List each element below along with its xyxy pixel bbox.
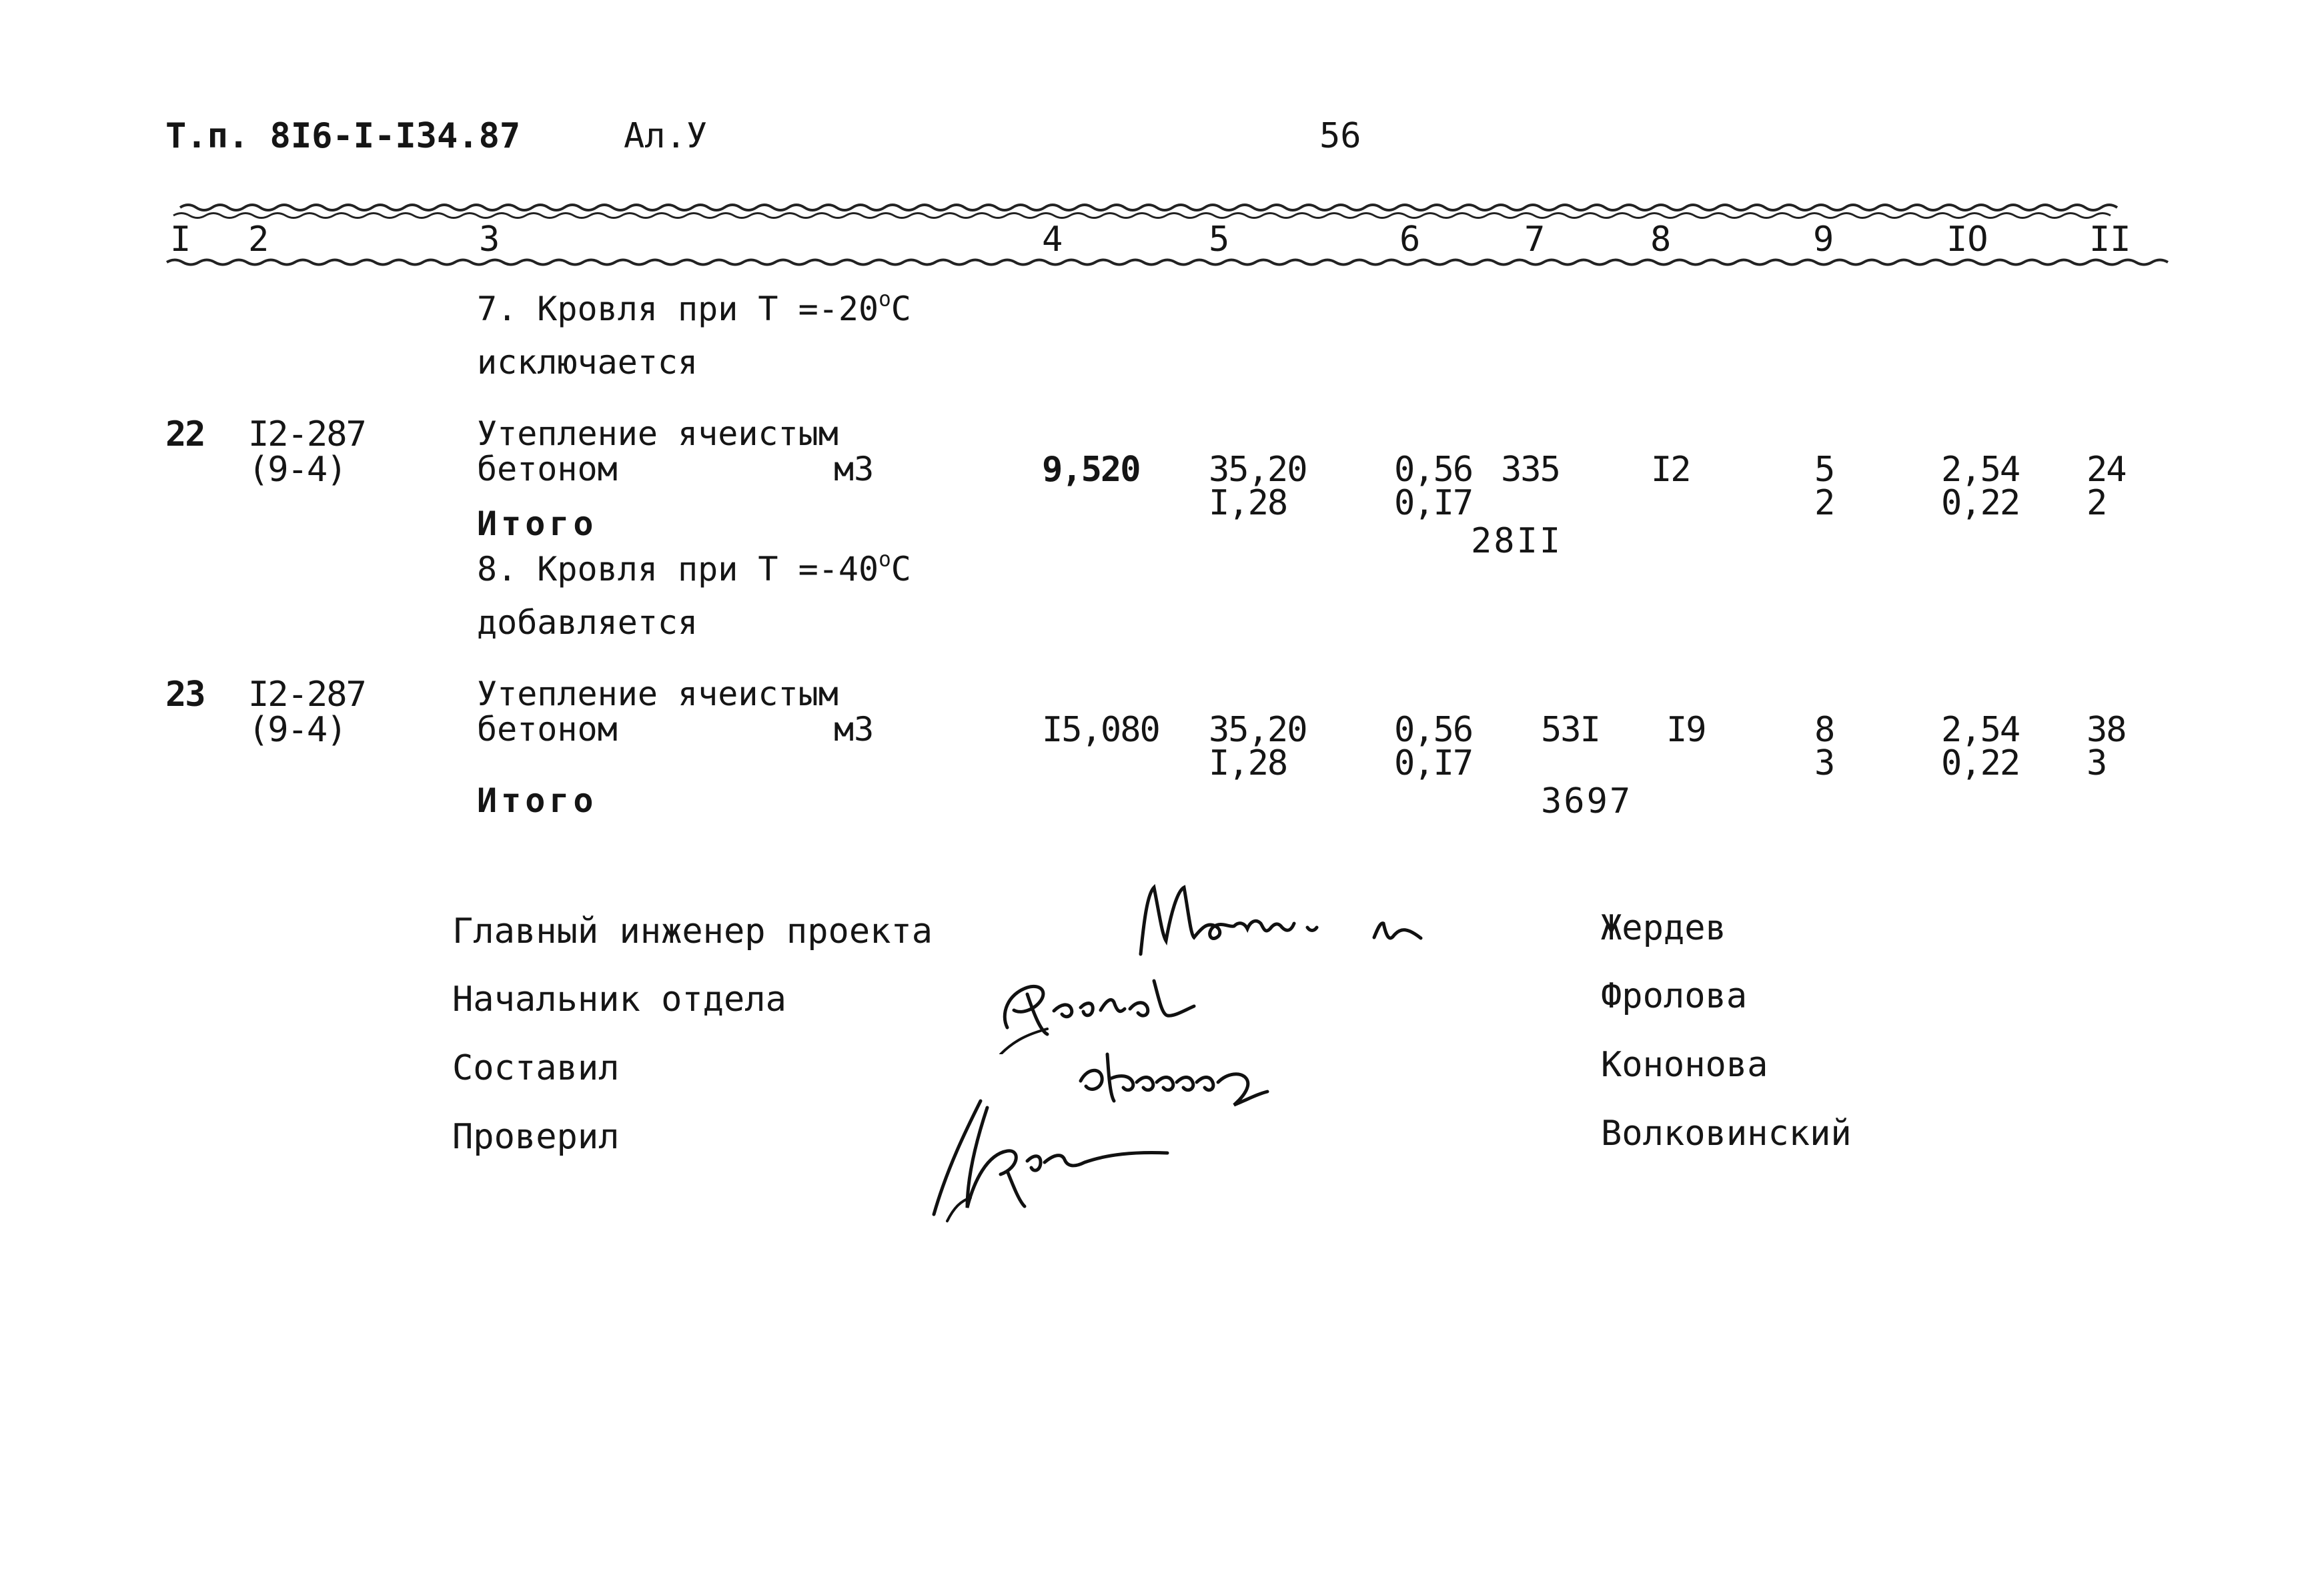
unit-cost-sub: I,28 (1209, 483, 1287, 523)
col10-value: 2,54 (1941, 450, 2020, 490)
section-7-note: исключается (477, 343, 698, 382)
unit: м3 (834, 710, 875, 749)
unit-cost: 35,20 (1209, 450, 1307, 490)
section-7-text: 7. Кровля при Т =-20 (477, 290, 879, 328)
col8-value: I2 (1651, 450, 1690, 490)
total-cost: 335 (1501, 450, 1560, 490)
name-zherdev: Жердев (1601, 908, 1726, 948)
role-compiled-by: Составил (452, 1048, 620, 1088)
column-number: 2 (248, 220, 269, 260)
section-8-title (477, 547, 911, 588)
temperature-unit: С (891, 290, 911, 328)
row-number: 22 (165, 414, 205, 454)
col8-value: I9 (1666, 710, 1706, 750)
name-frolova: Фролова (1601, 976, 1748, 1016)
work-description: Утепление ячеистым (477, 414, 838, 453)
col11-value: 38 (2087, 710, 2126, 750)
column-number: 6 (1399, 220, 1421, 260)
section-7-title (477, 287, 911, 328)
signature-frolova (987, 954, 1267, 1054)
name-kononova: Кононова (1601, 1045, 1768, 1085)
col6-value: 0,56 (1394, 450, 1473, 490)
signature-volkovinsky (907, 1088, 1221, 1234)
album-label: Ал.У (624, 116, 708, 156)
norm-code-sub: (9-4) (248, 450, 346, 490)
col9-value-sub: 3 (1814, 743, 1834, 783)
temperature-unit: С (891, 550, 911, 588)
col9-value-sub: 2 (1814, 483, 1834, 523)
column-number: II (2089, 220, 2131, 260)
column-number: 3 (479, 220, 500, 260)
total-value: 3697 (1541, 781, 1633, 821)
work-description-cont: бетоном (477, 710, 618, 749)
col10-value: 2,54 (1941, 710, 2020, 750)
degree-mark: о (879, 287, 891, 312)
column-number: I (170, 220, 191, 260)
col6-value-sub: 0,I7 (1394, 743, 1473, 783)
unit-cost: 35,20 (1209, 710, 1307, 750)
total-label: Итого (477, 781, 598, 820)
norm-code-sub: (9-4) (248, 710, 346, 750)
unit: м3 (834, 450, 875, 488)
col6-value: 0,56 (1394, 710, 1473, 750)
col6-value-sub: 0,I7 (1394, 483, 1473, 523)
quantity: I5,080 (1042, 710, 1159, 750)
column-number: 4 (1042, 220, 1063, 260)
page-number: 56 (1319, 116, 1361, 156)
role-checked-by: Проверил (452, 1117, 620, 1157)
work-description: Утепление ячеистым (477, 675, 838, 713)
col11-value: 24 (2087, 450, 2126, 490)
column-number: 7 (1524, 220, 1546, 260)
col9-value: 8 (1814, 710, 1834, 750)
total-value: 28II (1471, 521, 1563, 561)
section-8-note: добавляется (477, 603, 698, 642)
row-number: 23 (165, 675, 205, 715)
col11-value-sub: 2 (2087, 483, 2107, 523)
degree-mark: о (879, 547, 891, 572)
quantity: 9,520 (1042, 450, 1140, 490)
total-label: Итого (477, 504, 598, 543)
total-cost: 53I (1541, 710, 1600, 750)
role-department-head: Начальник отдела (452, 979, 786, 1020)
name-volkovinsky: Волковинский (1601, 1114, 1852, 1154)
col11-value-sub: 3 (2087, 743, 2107, 783)
role-chief-engineer: Главный инженер проекта (452, 911, 933, 951)
signature-zherdev (1127, 874, 1474, 967)
column-number: 5 (1209, 220, 1230, 260)
col9-value: 5 (1814, 450, 1834, 490)
norm-code: I2-287 (248, 675, 366, 715)
column-number: 8 (1650, 220, 1672, 260)
work-description-cont: бетоном (477, 450, 618, 488)
document-code: Т.п. 8I6-I-I34.87 (165, 116, 521, 156)
col10-value-sub: 0,22 (1941, 483, 2020, 523)
norm-code: I2-287 (248, 414, 366, 454)
column-number: 9 (1813, 220, 1834, 260)
unit-cost-sub: I,28 (1209, 743, 1287, 783)
column-number: IO (1946, 220, 1988, 260)
col10-value-sub: 0,22 (1941, 743, 2020, 783)
section-8-text: 8. Кровля при Т =-40 (477, 550, 879, 588)
